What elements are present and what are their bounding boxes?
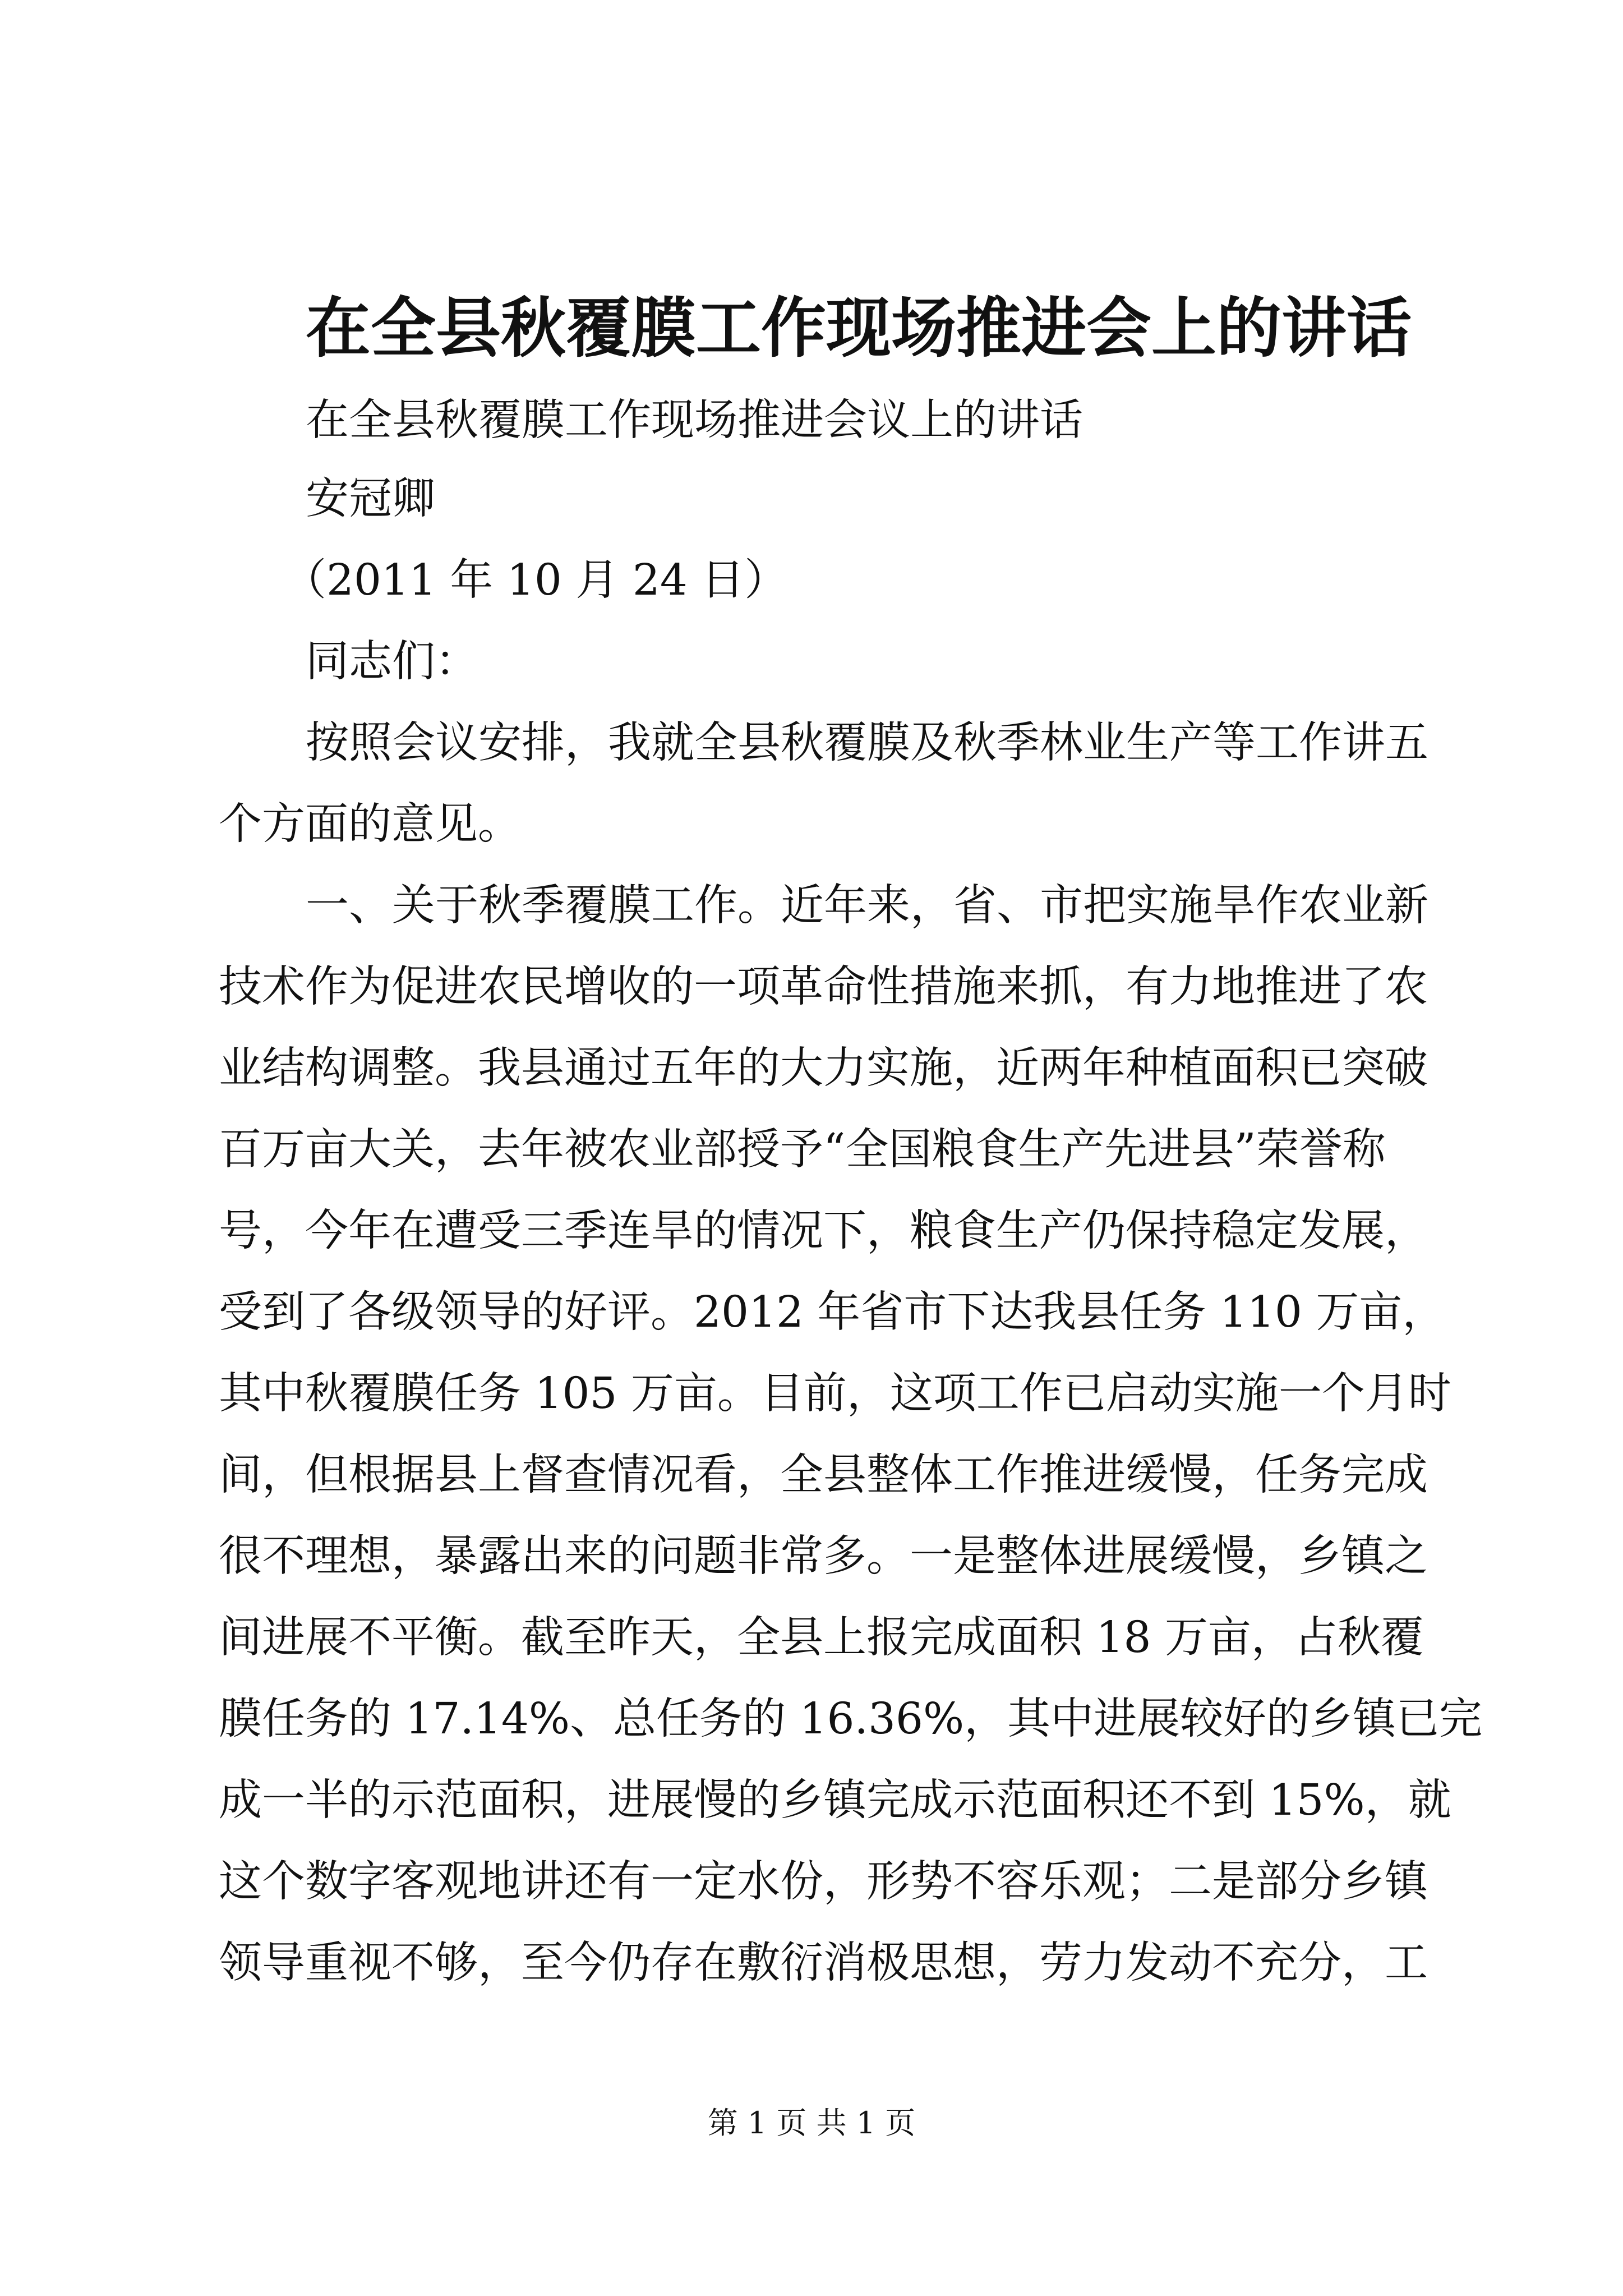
body-line: 这个数字客观地讲还有一定水份，形势不容乐观；二是部分乡镇 [219, 1857, 1428, 1907]
body-line: 百万亩大关，去年被农业部授予“全国粮食生产先进县”荣誉称 [219, 1125, 1386, 1175]
body-line: 间进展不平衡。截至昨天，全县上报完成面积 18 万亩，占秋覆 [219, 1613, 1424, 1663]
body-line: 很不理想，暴露出来的问题非常多。一是整体进展缓慢，乡镇之 [219, 1531, 1428, 1581]
salutation: 同志们： [306, 637, 478, 687]
author-name: 安冠卿 [306, 474, 435, 524]
body-line: 间，但根据县上督查情况看，全县整体工作推进缓慢，任务完成 [219, 1450, 1428, 1500]
body-line: 成一半的示范面积，进展慢的乡镇完成示范面积还不到 15%，就 [219, 1775, 1451, 1825]
body-line: 技术作为促进农民增收的一项革命性措施来抓，有力地推进了农 [219, 962, 1428, 1012]
body-line: 一、关于秋季覆膜工作。近年来，省、市把实施旱作农业新 [306, 881, 1428, 931]
body-line: 受到了各级领导的好评。2012 年省市下达我县任务 110 万亩， [219, 1287, 1446, 1337]
page-footer: 第 1 页 共 1 页 [707, 2105, 916, 2141]
document-subtitle: 在全县秋覆膜工作现场推进会议上的讲话 [306, 395, 1083, 445]
body-line: 个方面的意见。 [219, 799, 521, 849]
body-line: 领导重视不够，至今仍存在敷衍消极思想，劳力发动不充分，工 [219, 1938, 1428, 1988]
body-line: 按照会议安排，我就全县秋覆膜及秋季林业生产等工作讲五 [306, 718, 1428, 768]
body-line: 膜任务的 17.14%、总任务的 16.36%，其中进展较好的乡镇已完 [219, 1694, 1483, 1744]
body-line: 业结构调整。我县通过五年的大力实施，近两年种植面积已突破 [219, 1043, 1428, 1093]
body-line: 其中秋覆膜任务 105 万亩。目前，这项工作已启动实施一个月时 [219, 1369, 1451, 1419]
document-title: 在全县秋覆膜工作现场推进会上的讲话 [306, 290, 1412, 366]
speech-date: （2011 年 10 月 24 日） [283, 555, 788, 605]
body-line: 号，今年在遭受三季连旱的情况下，粮食生产仍保持稳定发展， [219, 1206, 1428, 1256]
